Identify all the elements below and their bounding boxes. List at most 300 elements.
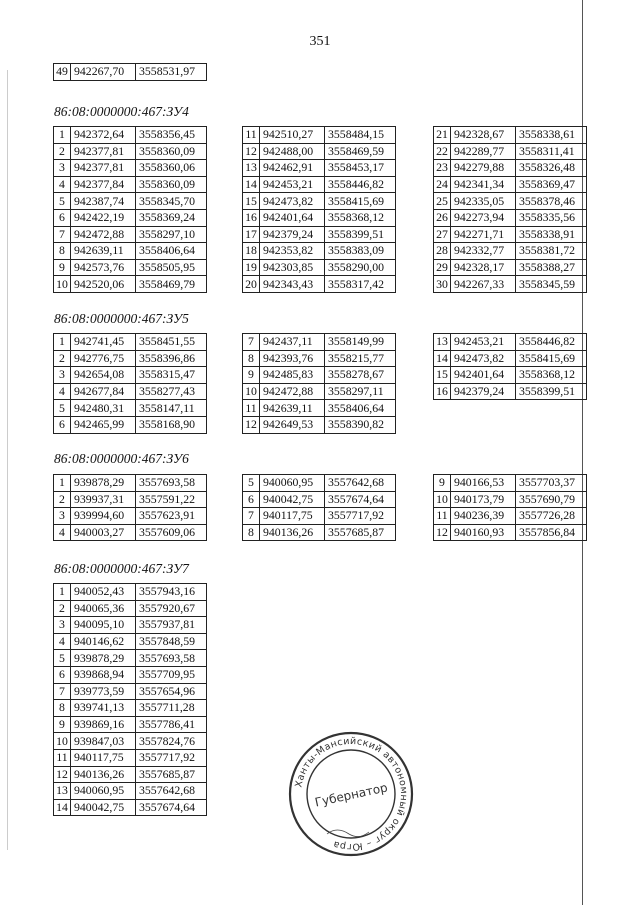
y-coordinate-cell: 3557943,16 xyxy=(136,584,207,601)
x-coordinate-cell: 942485,83 xyxy=(260,367,325,384)
y-coordinate-cell: 3557609,06 xyxy=(136,524,207,541)
x-coordinate-cell: 940003,27 xyxy=(71,524,136,541)
y-coordinate-cell: 3558317,42 xyxy=(325,276,396,293)
x-coordinate-cell: 940160,93 xyxy=(451,524,516,541)
y-coordinate-cell: 3558446,82 xyxy=(325,176,396,193)
point-number-cell: 11 xyxy=(434,508,451,525)
point-number-cell: 11 xyxy=(243,400,260,417)
x-coordinate-cell: 942379,24 xyxy=(451,383,516,400)
page-edge-shadow xyxy=(7,70,8,850)
table-row xyxy=(54,508,207,525)
table-row xyxy=(434,127,587,144)
point-number-cell: 15 xyxy=(243,193,260,210)
y-coordinate-cell: 3557717,92 xyxy=(136,749,207,766)
y-coordinate-cell: 3557693,58 xyxy=(136,650,207,667)
point-number-cell: 28 xyxy=(434,243,451,260)
y-coordinate-cell: 3558147,11 xyxy=(136,400,207,417)
x-coordinate-cell: 942267,70 xyxy=(71,64,136,81)
point-number-cell: 9 xyxy=(54,716,71,733)
point-number-cell: 18 xyxy=(243,243,260,260)
y-coordinate-cell: 3558345,70 xyxy=(136,193,207,210)
table-row xyxy=(54,799,207,816)
point-number-cell: 1 xyxy=(54,584,71,601)
y-coordinate-cell: 3558399,51 xyxy=(516,383,587,400)
point-number-cell: 10 xyxy=(54,733,71,750)
x-coordinate-cell: 940060,95 xyxy=(260,475,325,492)
coordinates-table xyxy=(242,333,396,434)
table-row xyxy=(243,127,396,144)
point-number-cell: 13 xyxy=(243,160,260,177)
x-coordinate-cell: 940236,39 xyxy=(451,508,516,525)
x-coordinate-cell: 942372,64 xyxy=(71,127,136,144)
point-number-cell: 26 xyxy=(434,209,451,226)
point-number-cell: 3 xyxy=(54,160,71,177)
x-coordinate-cell: 942649,53 xyxy=(260,416,325,433)
y-coordinate-cell: 3557726,28 xyxy=(516,508,587,525)
point-number-cell: 14 xyxy=(243,176,260,193)
x-coordinate-cell: 942422,19 xyxy=(71,209,136,226)
point-number-cell: 10 xyxy=(54,276,71,293)
y-coordinate-cell: 3558356,45 xyxy=(136,127,207,144)
y-coordinate-cell: 3557848,59 xyxy=(136,633,207,650)
table-row xyxy=(434,226,587,243)
point-number-cell: 11 xyxy=(243,127,260,144)
point-number-cell: 7 xyxy=(54,226,71,243)
x-coordinate-cell: 942573,76 xyxy=(71,259,136,276)
y-coordinate-cell: 3558415,69 xyxy=(516,350,587,367)
coordinates-table xyxy=(433,333,587,400)
governor-seal-stamp xyxy=(287,730,415,858)
point-number-cell: 5 xyxy=(54,650,71,667)
y-coordinate-cell: 3558531,97 xyxy=(136,64,207,81)
point-number-cell: 2 xyxy=(54,143,71,160)
table-row xyxy=(243,400,396,417)
x-coordinate-cell: 942387,74 xyxy=(71,193,136,210)
table-row xyxy=(54,276,207,293)
table-row xyxy=(54,766,207,783)
stamp-center-text: Губернатор xyxy=(313,780,389,810)
table-row xyxy=(434,367,587,384)
table-row xyxy=(54,475,207,492)
table-row xyxy=(434,160,587,177)
x-coordinate-cell: 942328,67 xyxy=(451,127,516,144)
section-title-zu7: 86:08:0000000:467:ЗУ7 xyxy=(54,561,189,576)
point-number-cell: 5 xyxy=(243,475,260,492)
y-coordinate-cell: 3558290,00 xyxy=(325,259,396,276)
table-row xyxy=(243,508,396,525)
table-row xyxy=(54,259,207,276)
y-coordinate-cell: 3558297,10 xyxy=(136,226,207,243)
x-coordinate-cell: 942343,43 xyxy=(260,276,325,293)
table-row xyxy=(434,383,587,400)
table-row xyxy=(54,209,207,226)
x-coordinate-cell: 942401,64 xyxy=(260,209,325,226)
table-row xyxy=(243,209,396,226)
table-row xyxy=(243,176,396,193)
y-coordinate-cell: 3557690,79 xyxy=(516,491,587,508)
table-row xyxy=(54,524,207,541)
point-number-cell: 8 xyxy=(243,350,260,367)
section-title-zu5: 86:08:0000000:467:ЗУ5 xyxy=(54,311,189,326)
y-coordinate-cell: 3558415,69 xyxy=(325,193,396,210)
y-coordinate-cell: 3557674,64 xyxy=(325,491,396,508)
x-coordinate-cell: 940136,26 xyxy=(260,524,325,541)
table-row xyxy=(243,160,396,177)
section-title-zu4: 86:08:0000000:467:ЗУ4 xyxy=(54,104,189,119)
point-number-cell: 12 xyxy=(54,766,71,783)
y-coordinate-cell: 3558149,99 xyxy=(325,334,396,351)
point-number-cell: 11 xyxy=(54,749,71,766)
point-number-cell: 29 xyxy=(434,259,451,276)
point-number-cell: 14 xyxy=(54,799,71,816)
y-coordinate-cell: 3558390,82 xyxy=(325,416,396,433)
point-number-cell: 6 xyxy=(54,416,71,433)
y-coordinate-cell: 3558381,72 xyxy=(516,243,587,260)
y-coordinate-cell: 3557824,76 xyxy=(136,733,207,750)
table-row xyxy=(54,600,207,617)
y-coordinate-cell: 3558168,90 xyxy=(136,416,207,433)
y-coordinate-cell: 3558369,47 xyxy=(516,176,587,193)
table-row xyxy=(434,475,587,492)
point-number-cell: 8 xyxy=(54,700,71,717)
x-coordinate-cell: 942303,85 xyxy=(260,259,325,276)
y-coordinate-cell: 3558446,82 xyxy=(516,334,587,351)
point-number-cell: 6 xyxy=(54,209,71,226)
point-number-cell: 1 xyxy=(54,127,71,144)
y-coordinate-cell: 3558406,64 xyxy=(325,400,396,417)
point-number-cell: 49 xyxy=(54,64,71,81)
y-coordinate-cell: 3558451,55 xyxy=(136,334,207,351)
y-coordinate-cell: 3557717,92 xyxy=(325,508,396,525)
y-coordinate-cell: 3557711,28 xyxy=(136,700,207,717)
x-coordinate-cell: 942267,33 xyxy=(451,276,516,293)
x-coordinate-cell: 940146,62 xyxy=(71,633,136,650)
point-number-cell: 12 xyxy=(434,524,451,541)
table-row xyxy=(434,243,587,260)
point-number-cell: 19 xyxy=(243,259,260,276)
x-coordinate-cell: 939741,13 xyxy=(71,700,136,717)
y-coordinate-cell: 3558399,51 xyxy=(325,226,396,243)
x-coordinate-cell: 942332,77 xyxy=(451,243,516,260)
coordinates-table xyxy=(53,474,207,541)
table-row xyxy=(243,350,396,367)
x-coordinate-cell: 939847,03 xyxy=(71,733,136,750)
y-coordinate-cell: 3557920,67 xyxy=(136,600,207,617)
x-coordinate-cell: 942462,91 xyxy=(260,160,325,177)
x-coordinate-cell: 940052,43 xyxy=(71,584,136,601)
x-coordinate-cell: 942473,82 xyxy=(451,350,516,367)
point-number-cell: 15 xyxy=(434,367,451,384)
point-number-cell: 20 xyxy=(243,276,260,293)
coordinates-table xyxy=(433,474,587,541)
point-number-cell: 5 xyxy=(54,193,71,210)
point-number-cell: 27 xyxy=(434,226,451,243)
table-row xyxy=(54,666,207,683)
table-row xyxy=(243,383,396,400)
y-coordinate-cell: 3557642,68 xyxy=(325,475,396,492)
table-row xyxy=(243,276,396,293)
point-number-cell: 1 xyxy=(54,334,71,351)
table-row xyxy=(243,143,396,160)
table-row xyxy=(243,334,396,351)
continuation-table xyxy=(53,63,207,81)
point-number-cell: 4 xyxy=(54,176,71,193)
table-row xyxy=(434,176,587,193)
table-row xyxy=(434,276,587,293)
y-coordinate-cell: 3558326,48 xyxy=(516,160,587,177)
point-number-cell: 2 xyxy=(54,491,71,508)
table-row xyxy=(54,633,207,650)
x-coordinate-cell: 942393,76 xyxy=(260,350,325,367)
point-number-cell: 4 xyxy=(54,633,71,650)
x-coordinate-cell: 939869,16 xyxy=(71,716,136,733)
point-number-cell: 16 xyxy=(243,209,260,226)
table-row xyxy=(54,650,207,667)
table-row xyxy=(54,491,207,508)
coordinates-table xyxy=(53,333,207,434)
y-coordinate-cell: 3558453,17 xyxy=(325,160,396,177)
x-coordinate-cell: 942401,64 xyxy=(451,367,516,384)
y-coordinate-cell: 3558396,86 xyxy=(136,350,207,367)
point-number-cell: 12 xyxy=(243,143,260,160)
y-coordinate-cell: 3558338,61 xyxy=(516,127,587,144)
x-coordinate-cell: 939994,60 xyxy=(71,508,136,525)
page-number: 351 xyxy=(309,34,331,49)
point-number-cell: 8 xyxy=(243,524,260,541)
table-row xyxy=(54,127,207,144)
x-coordinate-cell: 942377,81 xyxy=(71,143,136,160)
y-coordinate-cell: 3558345,59 xyxy=(516,276,587,293)
y-coordinate-cell: 3558505,95 xyxy=(136,259,207,276)
x-coordinate-cell: 942510,27 xyxy=(260,127,325,144)
y-coordinate-cell: 3557693,58 xyxy=(136,475,207,492)
x-coordinate-cell: 942488,00 xyxy=(260,143,325,160)
point-number-cell: 10 xyxy=(243,383,260,400)
coordinates-table xyxy=(242,474,396,541)
table-row xyxy=(243,524,396,541)
y-coordinate-cell: 3557623,91 xyxy=(136,508,207,525)
point-number-cell: 30 xyxy=(434,276,451,293)
table-row xyxy=(54,733,207,750)
x-coordinate-cell: 942341,34 xyxy=(451,176,516,193)
table-row xyxy=(434,491,587,508)
y-coordinate-cell: 3557685,87 xyxy=(136,766,207,783)
y-coordinate-cell: 3557786,41 xyxy=(136,716,207,733)
table-row xyxy=(54,716,207,733)
point-number-cell: 7 xyxy=(54,683,71,700)
x-coordinate-cell: 942639,11 xyxy=(260,400,325,417)
point-number-cell: 23 xyxy=(434,160,451,177)
y-coordinate-cell: 3558368,12 xyxy=(325,209,396,226)
point-number-cell: 21 xyxy=(434,127,451,144)
x-coordinate-cell: 942776,75 xyxy=(71,350,136,367)
table-row xyxy=(434,508,587,525)
table-row xyxy=(243,367,396,384)
x-coordinate-cell: 942289,77 xyxy=(451,143,516,160)
table-row xyxy=(54,749,207,766)
y-coordinate-cell: 3558383,09 xyxy=(325,243,396,260)
point-number-cell: 6 xyxy=(54,666,71,683)
point-number-cell: 4 xyxy=(54,383,71,400)
y-coordinate-cell: 3557937,81 xyxy=(136,617,207,634)
x-coordinate-cell: 942480,31 xyxy=(71,400,136,417)
point-number-cell: 25 xyxy=(434,193,451,210)
y-coordinate-cell: 3557709,95 xyxy=(136,666,207,683)
x-coordinate-cell: 942377,84 xyxy=(71,176,136,193)
table-row xyxy=(434,143,587,160)
x-coordinate-cell: 940166,53 xyxy=(451,475,516,492)
y-coordinate-cell: 3558335,56 xyxy=(516,209,587,226)
point-number-cell: 7 xyxy=(243,334,260,351)
point-number-cell: 9 xyxy=(434,475,451,492)
y-coordinate-cell: 3558469,79 xyxy=(136,276,207,293)
x-coordinate-cell: 940136,26 xyxy=(71,766,136,783)
x-coordinate-cell: 942328,17 xyxy=(451,259,516,276)
point-number-cell: 2 xyxy=(54,350,71,367)
y-coordinate-cell: 3558484,15 xyxy=(325,127,396,144)
table-row xyxy=(243,193,396,210)
table-row xyxy=(434,334,587,351)
y-coordinate-cell: 3558277,43 xyxy=(136,383,207,400)
table-row xyxy=(54,416,207,433)
point-number-cell: 24 xyxy=(434,176,451,193)
x-coordinate-cell: 942379,24 xyxy=(260,226,325,243)
point-number-cell: 17 xyxy=(243,226,260,243)
stamp-ring-text: Ханты-Мансийский автономный округ – Югра xyxy=(293,735,410,853)
x-coordinate-cell: 942377,81 xyxy=(71,160,136,177)
point-number-cell: 6 xyxy=(243,491,260,508)
point-number-cell: 3 xyxy=(54,367,71,384)
table-row xyxy=(54,243,207,260)
x-coordinate-cell: 942472,88 xyxy=(71,226,136,243)
x-coordinate-cell: 940117,75 xyxy=(71,749,136,766)
table-row xyxy=(54,584,207,601)
table-row xyxy=(243,491,396,508)
x-coordinate-cell: 940173,79 xyxy=(451,491,516,508)
point-number-cell: 2 xyxy=(54,600,71,617)
y-coordinate-cell: 3557642,68 xyxy=(136,783,207,800)
point-number-cell: 12 xyxy=(243,416,260,433)
point-number-cell: 14 xyxy=(434,350,451,367)
x-coordinate-cell: 942335,05 xyxy=(451,193,516,210)
table-row xyxy=(54,143,207,160)
y-coordinate-cell: 3558311,41 xyxy=(516,143,587,160)
table-row xyxy=(54,176,207,193)
y-coordinate-cell: 3557703,37 xyxy=(516,475,587,492)
x-coordinate-cell: 942437,11 xyxy=(260,334,325,351)
point-number-cell: 1 xyxy=(54,475,71,492)
table-row xyxy=(54,700,207,717)
x-coordinate-cell: 942465,99 xyxy=(71,416,136,433)
table-row xyxy=(434,524,587,541)
x-coordinate-cell: 942741,45 xyxy=(71,334,136,351)
x-coordinate-cell: 942273,94 xyxy=(451,209,516,226)
table-row xyxy=(243,475,396,492)
point-number-cell: 4 xyxy=(54,524,71,541)
point-number-cell: 7 xyxy=(243,508,260,525)
table-row xyxy=(434,350,587,367)
table-row xyxy=(434,259,587,276)
table-row xyxy=(243,259,396,276)
y-coordinate-cell: 3558406,64 xyxy=(136,243,207,260)
coordinates-table xyxy=(433,126,587,293)
x-coordinate-cell: 940060,95 xyxy=(71,783,136,800)
y-coordinate-cell: 3557685,87 xyxy=(325,524,396,541)
point-number-cell: 5 xyxy=(54,400,71,417)
point-number-cell: 13 xyxy=(434,334,451,351)
y-coordinate-cell: 3558360,09 xyxy=(136,143,207,160)
x-coordinate-cell: 939773,59 xyxy=(71,683,136,700)
x-coordinate-cell: 940042,75 xyxy=(260,491,325,508)
point-number-cell: 10 xyxy=(434,491,451,508)
table-row xyxy=(54,367,207,384)
point-number-cell: 22 xyxy=(434,143,451,160)
table-row xyxy=(54,160,207,177)
coordinates-table xyxy=(53,583,207,816)
x-coordinate-cell: 942472,88 xyxy=(260,383,325,400)
table-row xyxy=(243,416,396,433)
x-coordinate-cell: 939878,29 xyxy=(71,475,136,492)
x-coordinate-cell: 940095,10 xyxy=(71,617,136,634)
point-number-cell: 3 xyxy=(54,617,71,634)
coordinates-table xyxy=(242,126,396,293)
point-number-cell: 9 xyxy=(243,367,260,384)
table-row xyxy=(54,334,207,351)
x-coordinate-cell: 940042,75 xyxy=(71,799,136,816)
table-row xyxy=(54,226,207,243)
table-row xyxy=(434,209,587,226)
y-coordinate-cell: 3558469,59 xyxy=(325,143,396,160)
table-row xyxy=(243,226,396,243)
section-title-zu6: 86:08:0000000:467:ЗУ6 xyxy=(54,451,189,466)
y-coordinate-cell: 3558315,47 xyxy=(136,367,207,384)
table-row xyxy=(54,783,207,800)
table-row xyxy=(54,683,207,700)
x-coordinate-cell: 942453,21 xyxy=(451,334,516,351)
table-row xyxy=(243,243,396,260)
x-coordinate-cell: 940117,75 xyxy=(260,508,325,525)
y-coordinate-cell: 3558338,91 xyxy=(516,226,587,243)
y-coordinate-cell: 3558360,06 xyxy=(136,160,207,177)
table-row xyxy=(54,350,207,367)
table-row xyxy=(434,193,587,210)
x-coordinate-cell: 942520,06 xyxy=(71,276,136,293)
x-coordinate-cell: 939937,31 xyxy=(71,491,136,508)
x-coordinate-cell: 942639,11 xyxy=(71,243,136,260)
point-number-cell: 8 xyxy=(54,243,71,260)
x-coordinate-cell: 942279,88 xyxy=(451,160,516,177)
y-coordinate-cell: 3557674,64 xyxy=(136,799,207,816)
point-number-cell: 9 xyxy=(54,259,71,276)
y-coordinate-cell: 3558360,09 xyxy=(136,176,207,193)
point-number-cell: 3 xyxy=(54,508,71,525)
x-coordinate-cell: 939878,29 xyxy=(71,650,136,667)
x-coordinate-cell: 942353,82 xyxy=(260,243,325,260)
table-row xyxy=(54,617,207,634)
x-coordinate-cell: 942677,84 xyxy=(71,383,136,400)
coordinates-table xyxy=(53,126,207,293)
y-coordinate-cell: 3557591,22 xyxy=(136,491,207,508)
y-coordinate-cell: 3557856,84 xyxy=(516,524,587,541)
y-coordinate-cell: 3557654,96 xyxy=(136,683,207,700)
x-coordinate-cell: 942271,71 xyxy=(451,226,516,243)
point-number-cell: 16 xyxy=(434,383,451,400)
table-row xyxy=(54,193,207,210)
y-coordinate-cell: 3558388,27 xyxy=(516,259,587,276)
y-coordinate-cell: 3558278,67 xyxy=(325,367,396,384)
x-coordinate-cell: 942473,82 xyxy=(260,193,325,210)
table-row xyxy=(54,64,207,81)
